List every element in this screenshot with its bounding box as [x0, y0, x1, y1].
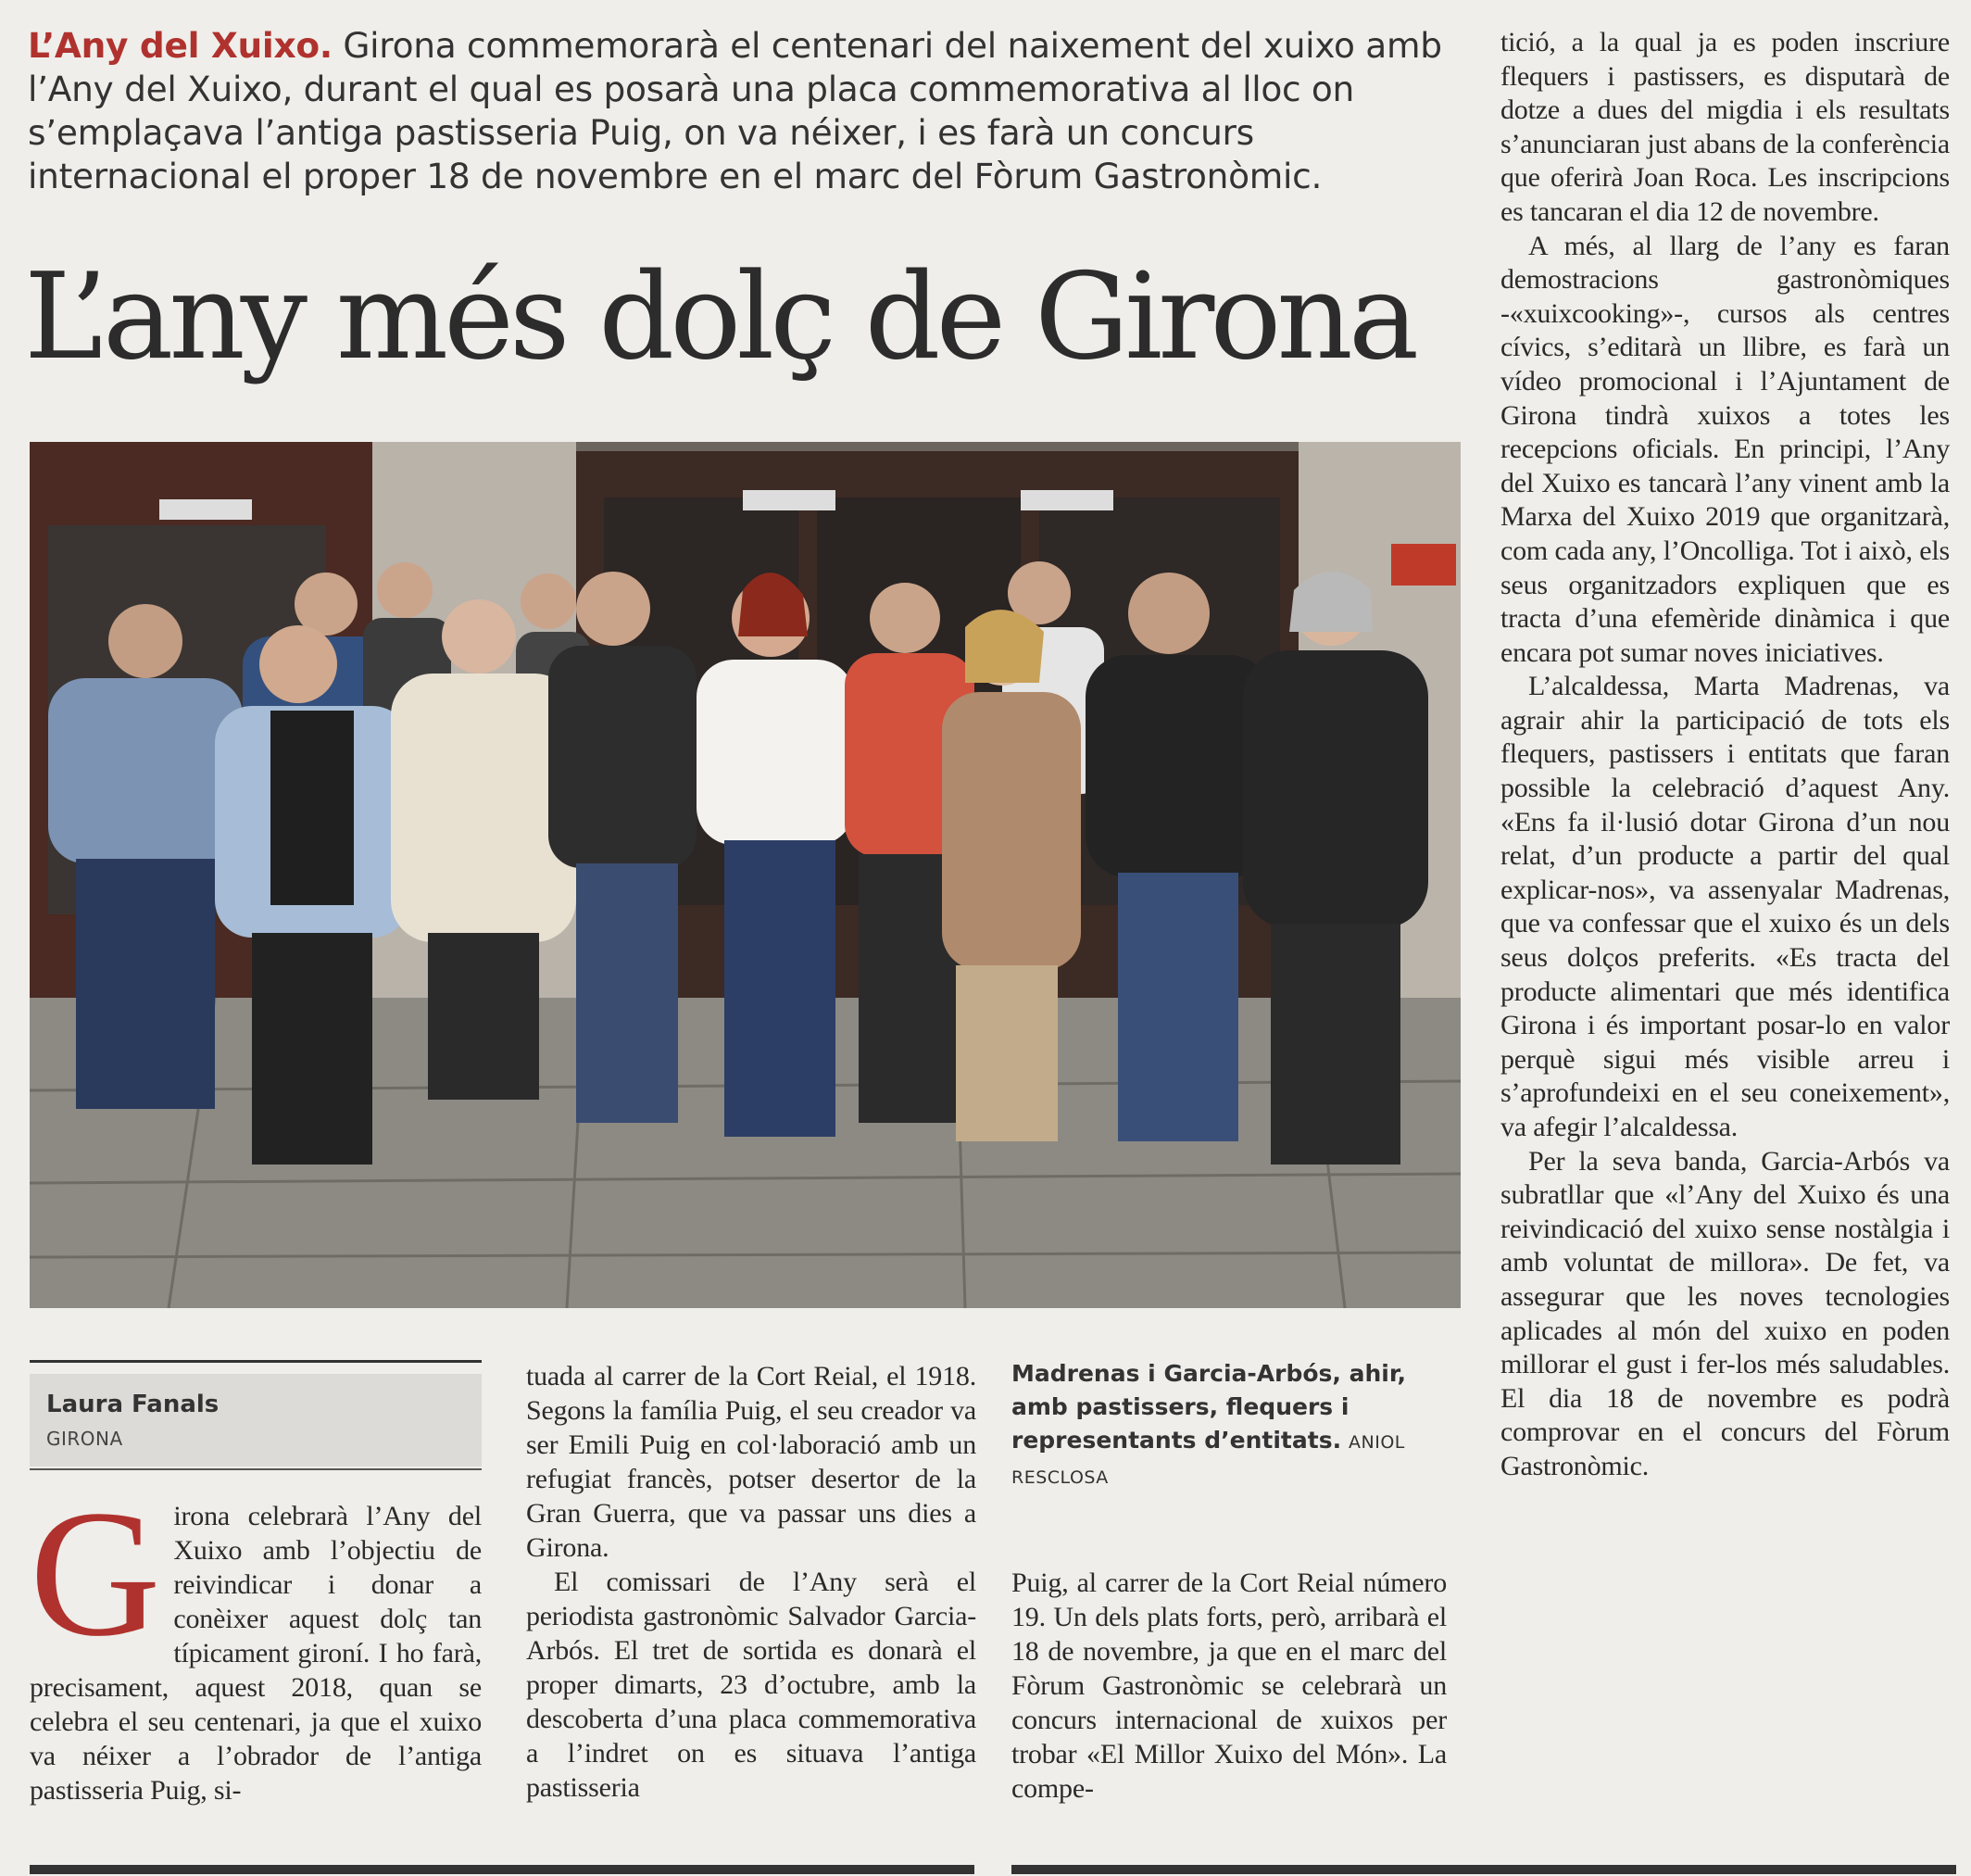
article-paragraph: tició, a la qual ja es poden inscriure flequers i pastissers, es disputarà de dotze a dues del migdia i els resultats s’anunciaran just abans de la conferència que oferirà Joan Roca. Les inscripcions es tancaran el dia 12 de novembre.	[1500, 27, 1950, 227]
byline-top-rule	[30, 1360, 482, 1363]
byline-box	[30, 1374, 482, 1467]
article-column-2	[526, 1359, 976, 1805]
article-column-4	[1500, 26, 1950, 1484]
lead-paragraph	[28, 24, 1473, 198]
caption-text: Madrenas i Garcia-Arbós, ahir, amb pastissers, flequers i representants d’entitats.	[1011, 1360, 1407, 1454]
article-paragraph: Per la seva banda, Garcia-Arbós va subratllar que «l’Any del Xuixo és una reivindicació del xuixo sense nostàlgia i amb voluntat de millora». De fet, va assegurar que les noves tecnologies aplicades al món del xuixo en poden millorar el gust i fer-los més saludables. El dia 18 de novembre es podrà comprovar en el concurs del Fòrum Gastronòmic.	[1500, 1145, 1950, 1481]
article-paragraph: A més, al llarg de l’any es faran demostracions gastronòmiques -«xuixcooking»-, cursos als centres cívics, s’editarà un llibre, es farà un vídeo promocional i l’Ajuntament de Girona tindrà xuixos a totes les recepcions oficials. En principi, l’Any del Xuixo es tancarà l’any vinent amb la Marxa del Xuixo 2019 que organitzarà, com cada any, l’Oncolliga. Tot i això, els seus organitzadors expliquen que es tracta d’una efemèride dinàmica i que encara pot sumar noves iniciatives.	[1500, 230, 1950, 668]
article-column-1	[30, 1473, 482, 1807]
article-column-3	[1011, 1566, 1447, 1806]
article-paragraph: irona celebrarà l’Any del Xuixo amb l’objectiu de reivindicar i donar a conèixer aquest dolç tan típicament gironí. I ho farà, precisament, aquest 2018, quan se celebra el seu centenari, ja que el xuixo va néixer a l’obrador de l’antiga pastisseria Puig, si-	[30, 1501, 482, 1806]
drop-cap: G	[30, 1473, 161, 1674]
byline-author: Laura Fanals	[46, 1391, 220, 1418]
article-paragraph: Puig, al carrer de la Cort Reial número 19. Un dels plats forts, però, arribarà el 18 de novembre, ja que en el marc del Fòrum Gastronòmic se celebrarà un concurs internacional de xuixos per trobar «El Millor Xuixo del Món». La compe-	[1011, 1568, 1447, 1804]
byline-bottom-rule	[30, 1468, 482, 1470]
bottom-rule-right	[1011, 1865, 1956, 1874]
article-paragraph: L’alcaldessa, Marta Madrenas, va agrair ahir la participació de tots els flequers, pastissers i entitats que faran possible la celebració d’aquest Any. «Ens fa il·lusió dotar Girona d’un nou relat, d’un producte a partir del qual explicar-nos», va assenyalar Madrenas, que va confessar que el xuixo és un dels seus dolços preferits. «Es tracta del producte alimentari que més identifica Girona i és important posar-lo en valor perquè sigui més visible arreu i s’aprofundeixi en el seu coneixement», va afegir l’alcaldessa.	[1500, 671, 1950, 1142]
group-photo	[30, 442, 1461, 1308]
article-paragraph: El comissari de l’Any serà el periodista gastronòmic Salvador Garcia-Arbós. El tret de sortida es donarà el proper dimarts, 23 d’octubre, amb la descoberta d’una placa commemorativa a l’indret on es situava l’antiga pastisseria	[526, 1567, 976, 1803]
article-paragraph: tuada al carrer de la Cort Reial, el 1918. Segons la família Puig, el seu creador va ser Emili Puig en col·laboració amb un refugiat francès, potser desertor de la Gran Guerra, que va passar uns dies a Girona.	[526, 1361, 976, 1563]
photo-credit: ANIOL RESCLOSA	[1011, 1432, 1405, 1488]
lead-text: Girona commemorarà el centenari del naixement del xuixo amb l’Any del Xuixo, durant el qual es posarà una placa commemorativa al lloc on s’emplaçava l’antiga pastisseria Puig, on va néixer, i es farà un concurs internacional el proper 18 de novembre en el marc del Fòrum Gastronòmic.	[28, 25, 1442, 196]
byline-location: GIRONA	[46, 1428, 123, 1450]
photo-caption	[1011, 1357, 1447, 1494]
bottom-rule-left	[30, 1865, 974, 1874]
headline: L’any més dolç de Girona	[24, 248, 1415, 386]
lead-kicker: L’Any del Xuixo.	[28, 25, 333, 66]
